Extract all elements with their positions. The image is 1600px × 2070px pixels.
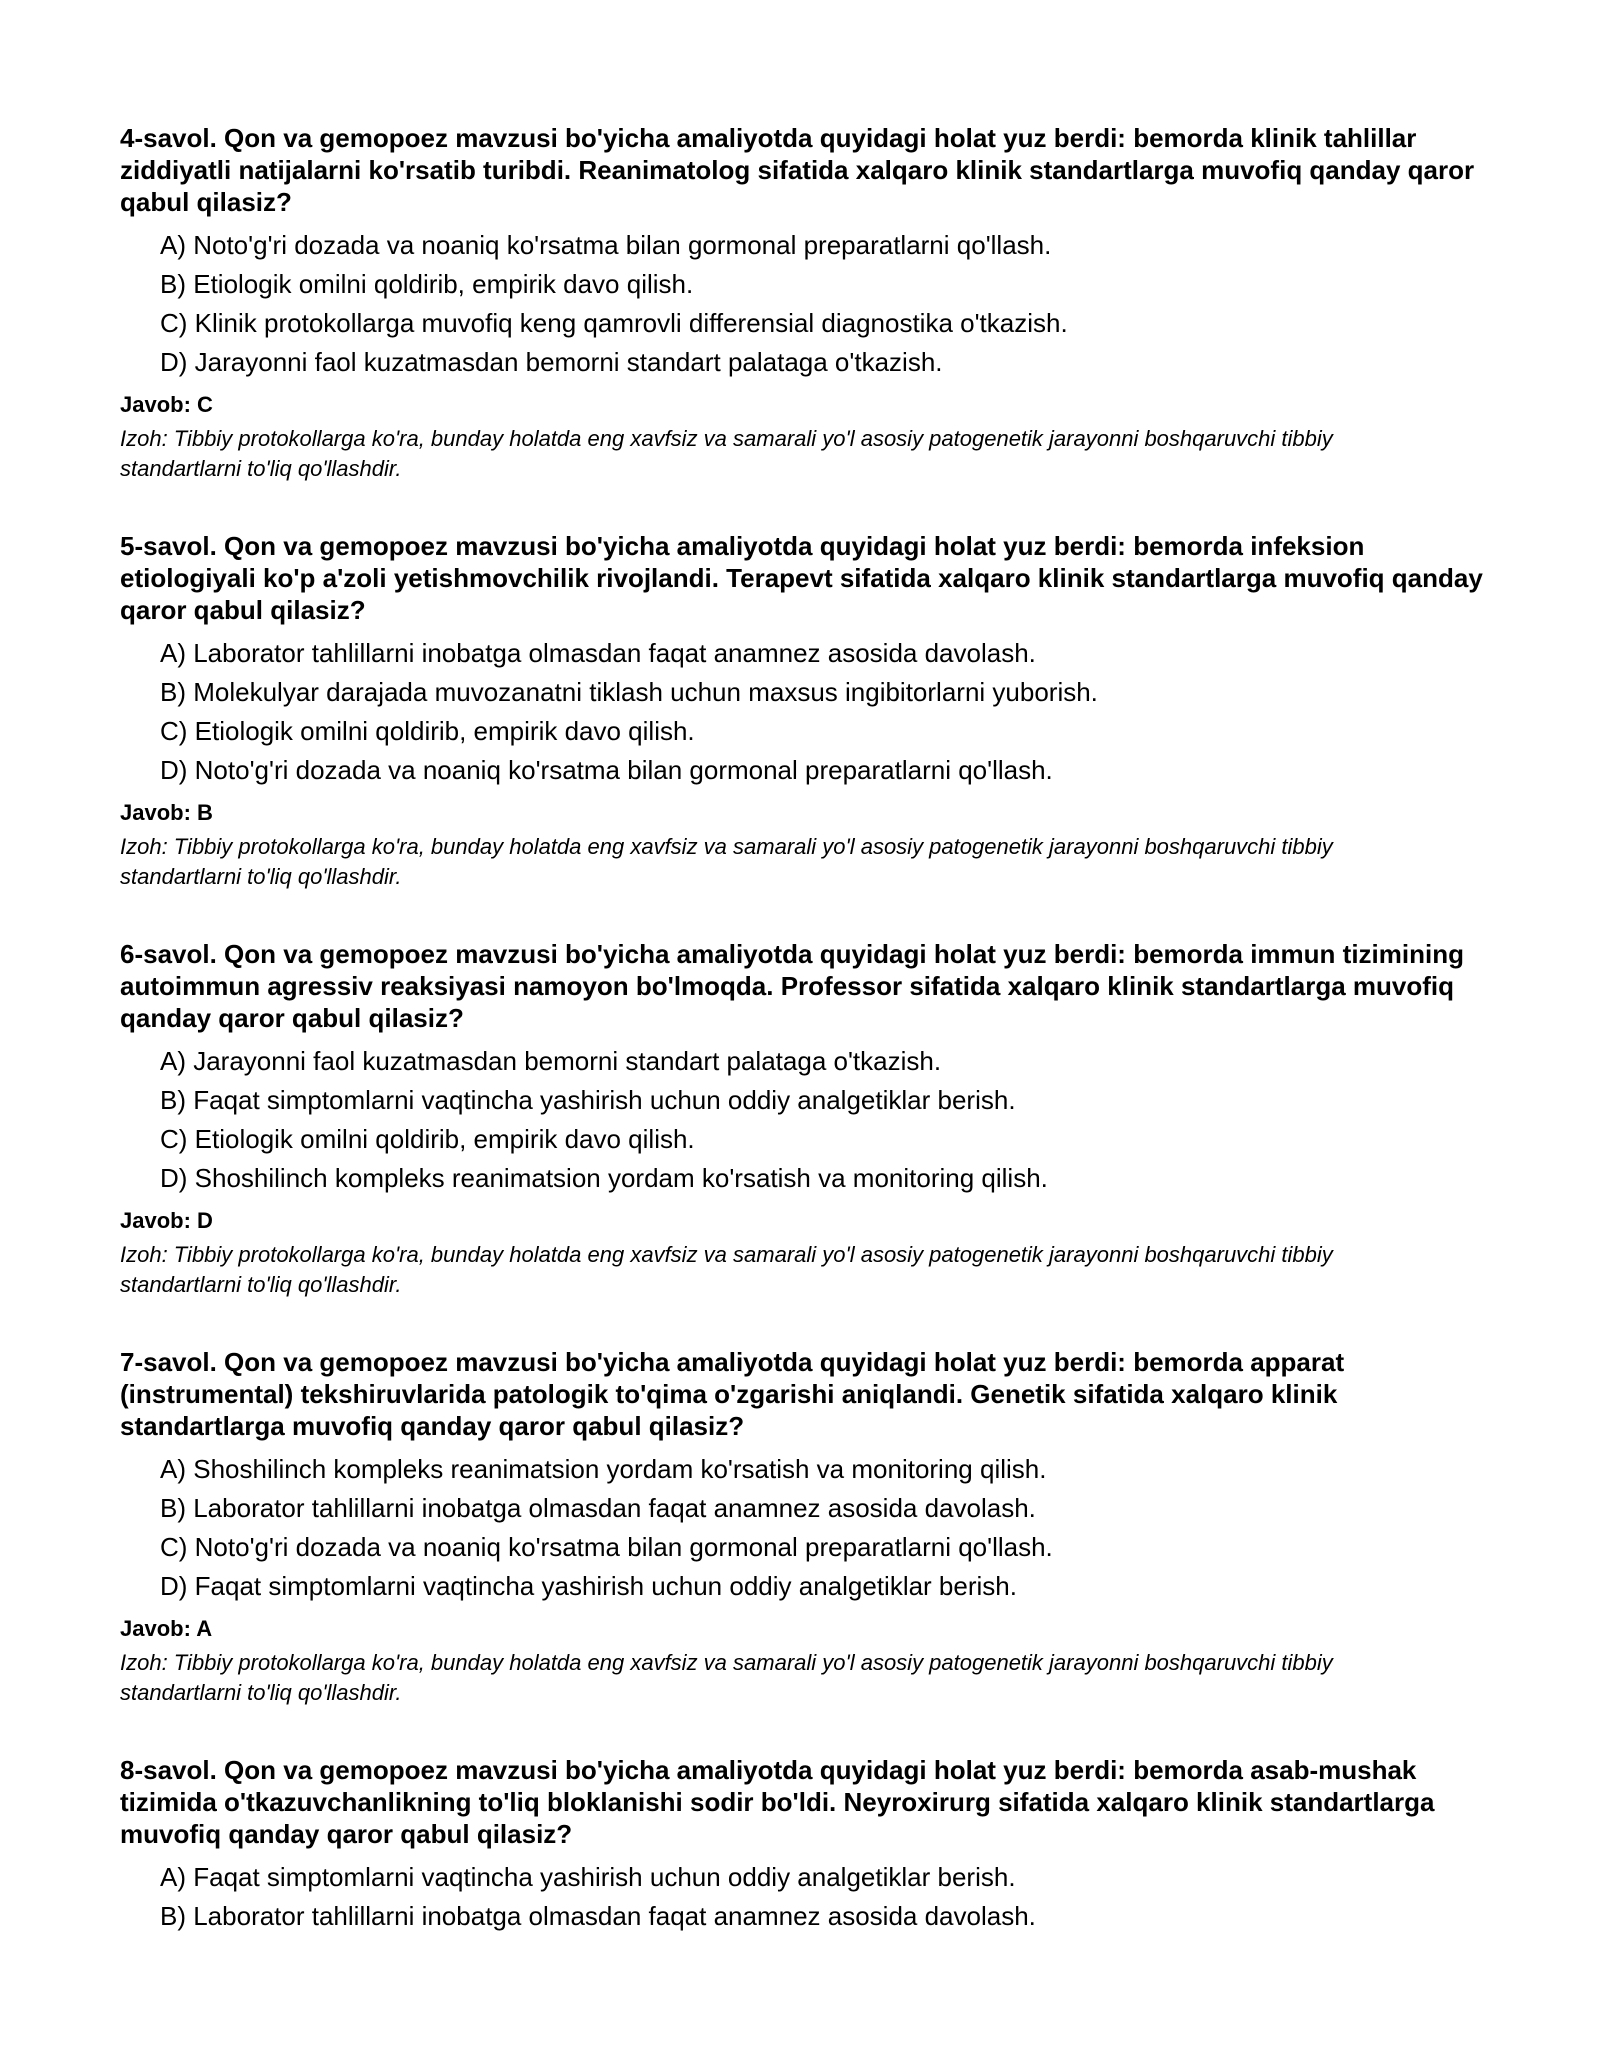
answer-label: Javob: D: [120, 1208, 213, 1233]
question-block-6: [120, 938, 1500, 1300]
question-title: 5-savol. Qon va gemopoez mavzusi bo'yicha amaliyotda quyidagi holat yuz berdi: bemorda infeksion etiologiyali ko'p a'zoli yetishmovchilik rivojlandi. Terapevt sifatida xalqaro klinik standartlarga muvofiq qanday qaror qabul qilasiz?: [120, 531, 1483, 625]
question-title: 4-savol. Qon va gemopoez mavzusi bo'yicha amaliyotda quyidagi holat yuz berdi: bemorda klinik tahlillar ziddiyatli natijalarni ko'rsatib turibdi. Reanimatolog sifatida xalqaro klinik standartlarga muvofiq qanday qaror qabul qilasiz?: [120, 123, 1475, 217]
answer-label: Javob: B: [120, 800, 213, 825]
explanation-note: Izoh: Tibbiy protokollarga ko'ra, bunday holatda eng xavfsiz va samarali yo'l asosiy patogenetik jarayonni boshqaruvchi tibbiy standartlarni to'liq qo'llashdir.: [120, 426, 1333, 481]
question-block-5: [120, 530, 1500, 892]
option-a: A) Laborator tahlillarni inobatga olmasdan faqat anamnez asosida davolash.: [160, 638, 1036, 668]
answer-label: Javob: A: [120, 1616, 213, 1641]
option-d: D) Noto'g'ri dozada va noaniq ko'rsatma bilan gormonal preparatlarni qo'llash.: [160, 755, 1053, 785]
option-c: C) Etiologik omilni qoldirib, empirik davo qilish.: [160, 1124, 695, 1154]
options-list: [120, 634, 1500, 790]
option-c: C) Noto'g'ri dozada va noaniq ko'rsatma bilan gormonal preparatlarni qo'llash.: [160, 1532, 1053, 1562]
answer-label: Javob: C: [120, 392, 213, 417]
option-b: B) Molekulyar darajada muvozanatni tiklash uchun maxsus ingibitorlarni yuborish.: [160, 677, 1098, 707]
option-a: A) Noto'g'ri dozada va noaniq ko'rsatma bilan gormonal preparatlarni qo'llash.: [160, 230, 1052, 260]
options-list: [120, 1450, 1500, 1606]
option-c: C) Klinik protokollarga muvofiq keng qamrovli differensial diagnostika o'tkazish.: [160, 308, 1068, 338]
explanation-note: Izoh: Tibbiy protokollarga ko'ra, bunday holatda eng xavfsiz va samarali yo'l asosiy patogenetik jarayonni boshqaruvchi tibbiy standartlarni to'liq qo'llashdir.: [120, 1650, 1333, 1705]
option-c: C) Etiologik omilni qoldirib, empirik davo qilish.: [160, 716, 695, 746]
option-a: A) Jarayonni faol kuzatmasdan bemorni standart palataga o'tkazish.: [160, 1046, 942, 1076]
question-title: 8-savol. Qon va gemopoez mavzusi bo'yicha amaliyotda quyidagi holat yuz berdi: bemorda asab-mushak tizimida o'tkazuvchanlikning to'liq bloklanishi sodir bo'ldi. Neyroxirurg sifatida xalqaro klinik standartlarga muvofiq qanday qaror qabul qilasiz?: [120, 1755, 1435, 1849]
question-block-8: [120, 1754, 1500, 1936]
option-d: D) Shoshilinch kompleks reanimatsion yordam ko'rsatish va monitoring qilish.: [160, 1163, 1048, 1193]
option-b: B) Laborator tahlillarni inobatga olmasdan faqat anamnez asosida davolash.: [160, 1901, 1036, 1931]
option-a: A) Faqat simptomlarni vaqtincha yashirish uchun oddiy analgetiklar berish.: [160, 1862, 1016, 1892]
option-b: B) Faqat simptomlarni vaqtincha yashirish uchun oddiy analgetiklar berish.: [160, 1085, 1016, 1115]
option-b: B) Laborator tahlillarni inobatga olmasdan faqat anamnez asosida davolash.: [160, 1493, 1036, 1523]
options-list: [120, 1858, 1500, 1936]
option-b: B) Etiologik omilni qoldirib, empirik davo qilish.: [160, 269, 694, 299]
explanation-note: Izoh: Tibbiy protokollarga ko'ra, bunday holatda eng xavfsiz va samarali yo'l asosiy patogenetik jarayonni boshqaruvchi tibbiy standartlarni to'liq qo'llashdir.: [120, 834, 1333, 889]
option-d: D) Faqat simptomlarni vaqtincha yashirish uchun oddiy analgetiklar berish.: [160, 1571, 1017, 1601]
question-title: 6-savol. Qon va gemopoez mavzusi bo'yicha amaliyotda quyidagi holat yuz berdi: bemorda immun tizimining autoimmun agressiv reaksiyasi namoyon bo'lmoqda. Professor sifatida xalqaro klinik standartlarga muvofiq qanday qaror qabul qilasiz?: [120, 939, 1464, 1033]
question-block-4: [120, 122, 1500, 484]
options-list: [120, 1042, 1500, 1198]
explanation-note: Izoh: Tibbiy protokollarga ko'ra, bunday holatda eng xavfsiz va samarali yo'l asosiy patogenetik jarayonni boshqaruvchi tibbiy standartlarni to'liq qo'llashdir.: [120, 1242, 1333, 1297]
question-block-7: [120, 1346, 1500, 1708]
option-d: D) Jarayonni faol kuzatmasdan bemorni standart palataga o'tkazish.: [160, 347, 943, 377]
question-title: 7-savol. Qon va gemopoez mavzusi bo'yicha amaliyotda quyidagi holat yuz berdi: bemorda apparat (instrumental) tekshiruvlarida patologik to'qima o'zgarishi aniqlandi. Genetik sifatida xalqaro klinik standartlarga muvofiq qanday qaror qabul qilasiz?: [120, 1347, 1345, 1441]
option-a: A) Shoshilinch kompleks reanimatsion yordam ko'rsatish va monitoring qilish.: [160, 1454, 1047, 1484]
options-list: [120, 226, 1500, 382]
